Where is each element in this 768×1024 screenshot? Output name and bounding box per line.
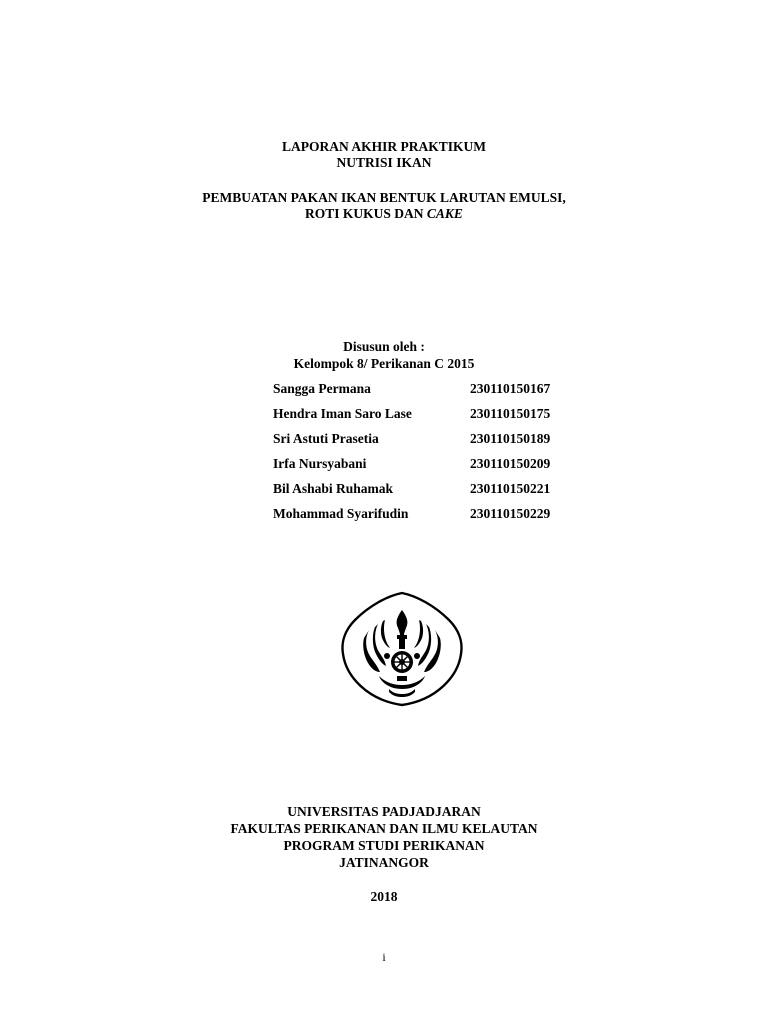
- member-name: Bil Ashabi Ruhamak: [273, 481, 394, 496]
- member-id: 230110150189: [470, 431, 551, 446]
- university-name: UNIVERSITAS PADJADJARAN: [287, 804, 481, 819]
- member-id: 230110150221: [470, 481, 551, 496]
- faculty-name: FAKULTAS PERIKANAN DAN ILMU KELAUTAN: [230, 821, 538, 836]
- group-label: Kelompok 8/ Perikanan C 2015: [293, 356, 475, 371]
- university-logo: [339, 590, 465, 708]
- member-id: 230110150229: [470, 506, 551, 521]
- topic-title-line-1: PEMBUATAN PAKAN IKAN BENTUK LARUTAN EMULSI,: [202, 190, 566, 205]
- year-label: 2018: [370, 889, 398, 904]
- member-name: Sangga Permana: [273, 381, 371, 396]
- authors-heading: Disusun oleh :: [343, 339, 425, 354]
- member-row: [273, 381, 550, 406]
- page-number: i: [382, 950, 386, 964]
- report-title-line-2: NUTRISI IKAN: [336, 155, 432, 170]
- topic-title-line-2: [0, 206, 768, 222]
- member-id: 230110150209: [470, 456, 551, 471]
- member-name: Sri Astuti Prasetia: [273, 431, 379, 446]
- member-row: [273, 506, 550, 531]
- topic-title-line-2-italic: CAKE: [426, 206, 463, 221]
- member-name: Irfa Nursyabani: [273, 456, 367, 471]
- member-name: Hendra Iman Saro Lase: [273, 406, 412, 421]
- topic-title-line-2-text: ROTI KUKUS DAN: [305, 206, 427, 221]
- member-row: [273, 456, 550, 481]
- member-row: [273, 406, 550, 431]
- member-list: [273, 381, 550, 531]
- member-row: [273, 431, 550, 456]
- report-title-line-1: LAPORAN AKHIR PRAKTIKUM: [281, 139, 486, 154]
- universitas-padjadjaran-emblem-icon: [339, 590, 465, 708]
- member-id: 230110150175: [470, 406, 551, 421]
- program-name: PROGRAM STUDI PERIKANAN: [283, 838, 485, 853]
- member-id: 230110150167: [470, 381, 551, 396]
- member-name: Mohammad Syarifudin: [273, 506, 409, 521]
- location-name: JATINANGOR: [339, 855, 429, 870]
- member-row: [273, 481, 550, 506]
